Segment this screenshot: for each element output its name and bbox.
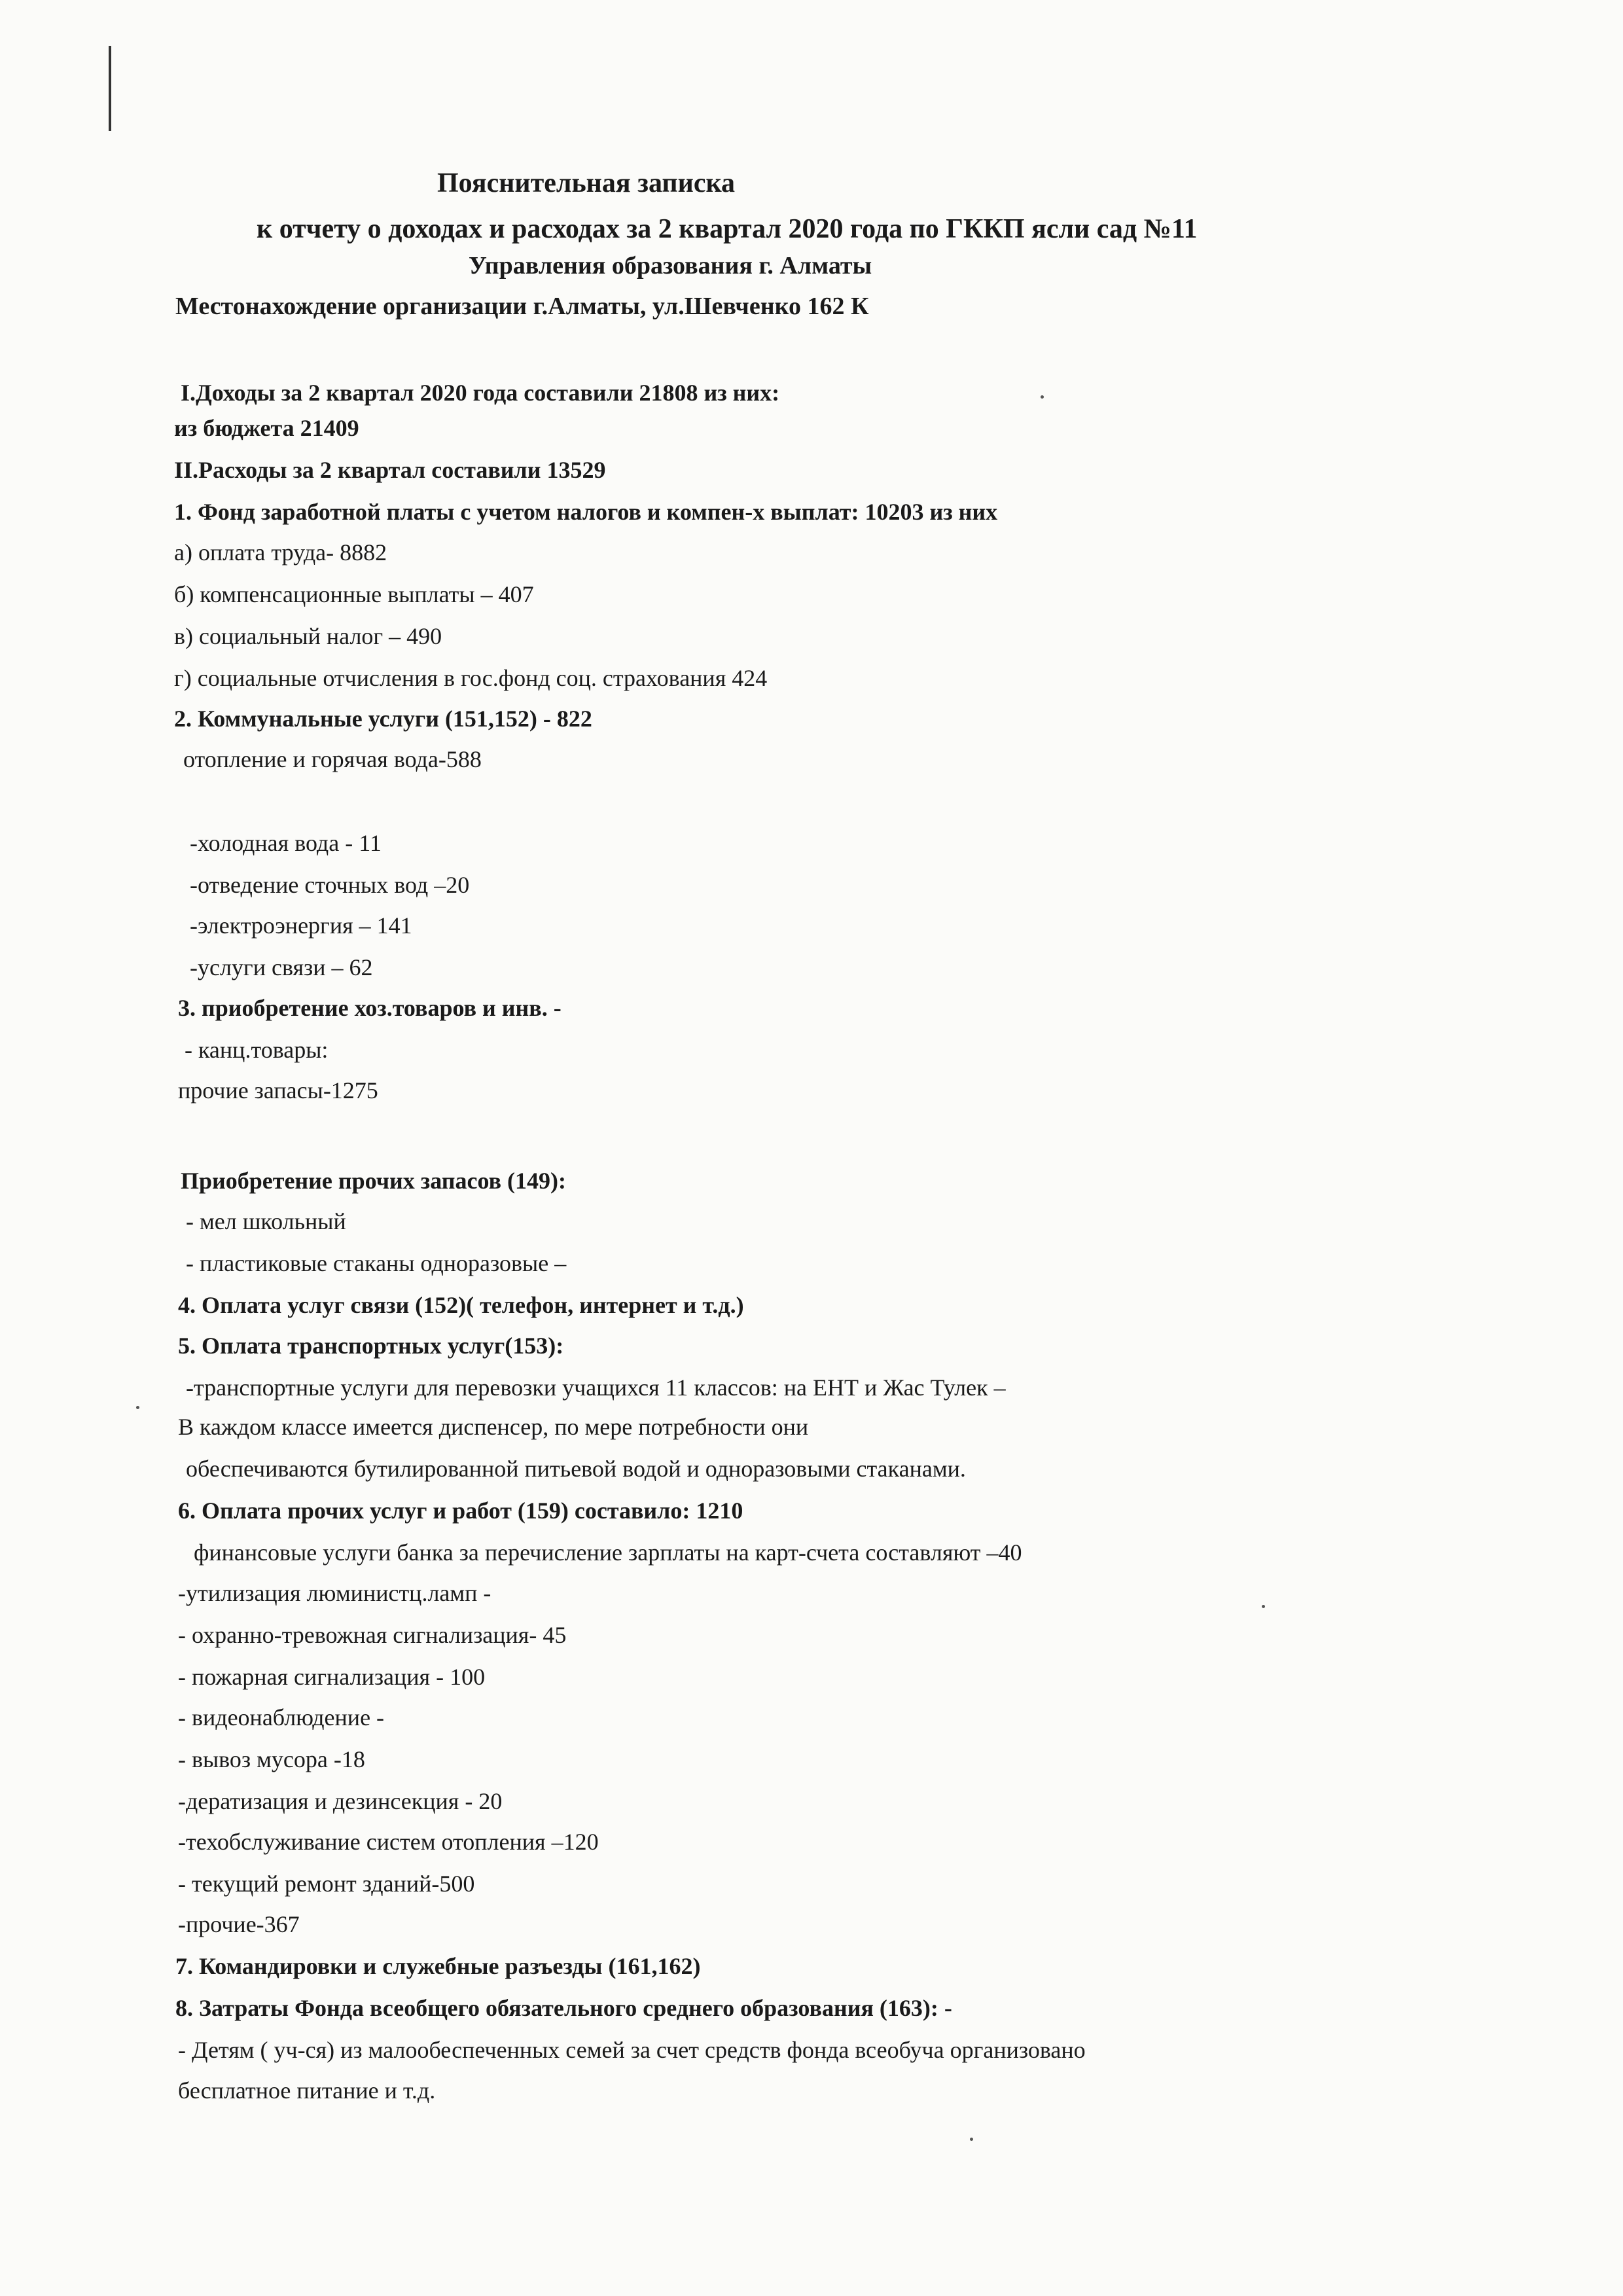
section-5-water: обеспечиваются бутилированной питьевой водой и одноразовыми стаканами. <box>186 1456 966 1482</box>
section-2-cold-water: -холодная вода - 11 <box>190 830 382 856</box>
document-title: Пояснительная записка <box>437 168 736 198</box>
section-8-food: бесплатное питание и т.д. <box>178 2077 436 2104</box>
other-supplies-heading: Приобретение прочих запасов (149): <box>181 1168 566 1194</box>
section-2-communications: -услуги связи – 62 <box>190 954 373 980</box>
section-1-heading: 1. Фонд заработной платы с учетом налогов и компен-х выплат: 10203 из них <box>174 499 998 525</box>
section-6-heading: 6. Оплата прочих услуг и работ (159) составило: 1210 <box>178 1498 743 1524</box>
scan-speck <box>970 2138 973 2141</box>
section-6-lamps: -утилизация люминистц.ламп - <box>178 1580 491 1606</box>
section-3-stationery: - канц.товары: <box>185 1037 329 1063</box>
income-heading: I.Доходы за 2 квартал 2020 года составили 21808 из них: <box>181 380 780 406</box>
section-6-garbage: - вывоз мусора -18 <box>178 1746 365 1772</box>
income-budget: из бюджета 21409 <box>174 415 359 441</box>
section-1-item-a: а) оплата труда- 8882 <box>174 539 387 565</box>
section-5-transport: -транспортные услуги для перевозки учащихся 11 классов: на ЕНТ и Жас Тулек – <box>186 1374 1006 1401</box>
section-2-heading: 2. Коммунальные услуги (151,152) - 822 <box>174 706 592 732</box>
section-5-heading: 5. Оплата транспортных услуг(153): <box>178 1333 564 1359</box>
margin-pen-mark <box>109 46 111 131</box>
section-6-bank: финансовые услуги банка за перечисление зарплаты на карт-счета составляют –40 <box>194 1539 1022 1566</box>
section-2-sewage: -отведение сточных вод –20 <box>190 872 470 898</box>
section-6-repair: - текущий ремонт зданий-500 <box>178 1871 475 1897</box>
section-1-item-d: г) социальные отчисления в гос.фонд соц. страхования 424 <box>174 665 768 691</box>
section-3-other-supplies: прочие запасы-1275 <box>178 1077 378 1103</box>
section-6-misc: -прочие-367 <box>178 1911 300 1937</box>
section-8-children: - Детям ( уч-ся) из малообеспеченных семей за счет средств фонда всеобуча организовано <box>178 2037 1086 2063</box>
section-6-pest-control: -дератизация и дезинсекция - 20 <box>178 1788 503 1814</box>
section-8-heading: 8. Затраты Фонда всеобщего обязательного среднего образования (163): - <box>175 1995 952 2021</box>
section-6-fire: - пожарная сигнализация - 100 <box>178 1664 486 1690</box>
document-subtitle: к отчету о доходах и расходах за 2 квартал 2020 года по ГККП ясли сад №11 <box>257 214 1198 244</box>
section-6-heating-service: -техобслуживание систем отопления –120 <box>178 1829 599 1855</box>
section-1-item-c: в) социальный налог – 490 <box>174 623 442 649</box>
department-line: Управления образования г. Алматы <box>469 252 872 279</box>
other-supplies-chalk: - мел школьный <box>186 1208 346 1234</box>
expenses-heading: II.Расходы за 2 квартал составили 13529 <box>174 457 606 483</box>
section-1-item-b: б) компенсационные выплаты – 407 <box>174 581 534 607</box>
section-7-heading: 7. Командировки и служебные разъезды (161,162) <box>175 1953 701 1979</box>
location-line: Местонахождение организации г.Алматы, ул.Шевченко 162 К <box>175 293 869 320</box>
section-4-heading: 4. Оплата услуг связи (152)( телефон, интернет и т.д.) <box>178 1292 744 1318</box>
section-6-security: - охранно-тревожная сигнализация- 45 <box>178 1622 567 1648</box>
scan-speck <box>136 1406 139 1409</box>
section-2-heating: отопление и горячая вода-588 <box>183 746 482 772</box>
section-5-dispenser: В каждом классе имеется диспенсер, по мере потребности они <box>178 1414 809 1440</box>
section-3-heading: 3. приобретение хоз.товаров и инв. - <box>178 995 562 1021</box>
scan-speck <box>1262 1605 1265 1608</box>
section-6-video: - видеонаблюдение - <box>178 1704 385 1731</box>
other-supplies-cups: - пластиковые стаканы одноразовые – <box>186 1250 567 1276</box>
scan-speck <box>1041 395 1044 399</box>
section-2-electricity: -электроэнергия – 141 <box>190 912 412 939</box>
